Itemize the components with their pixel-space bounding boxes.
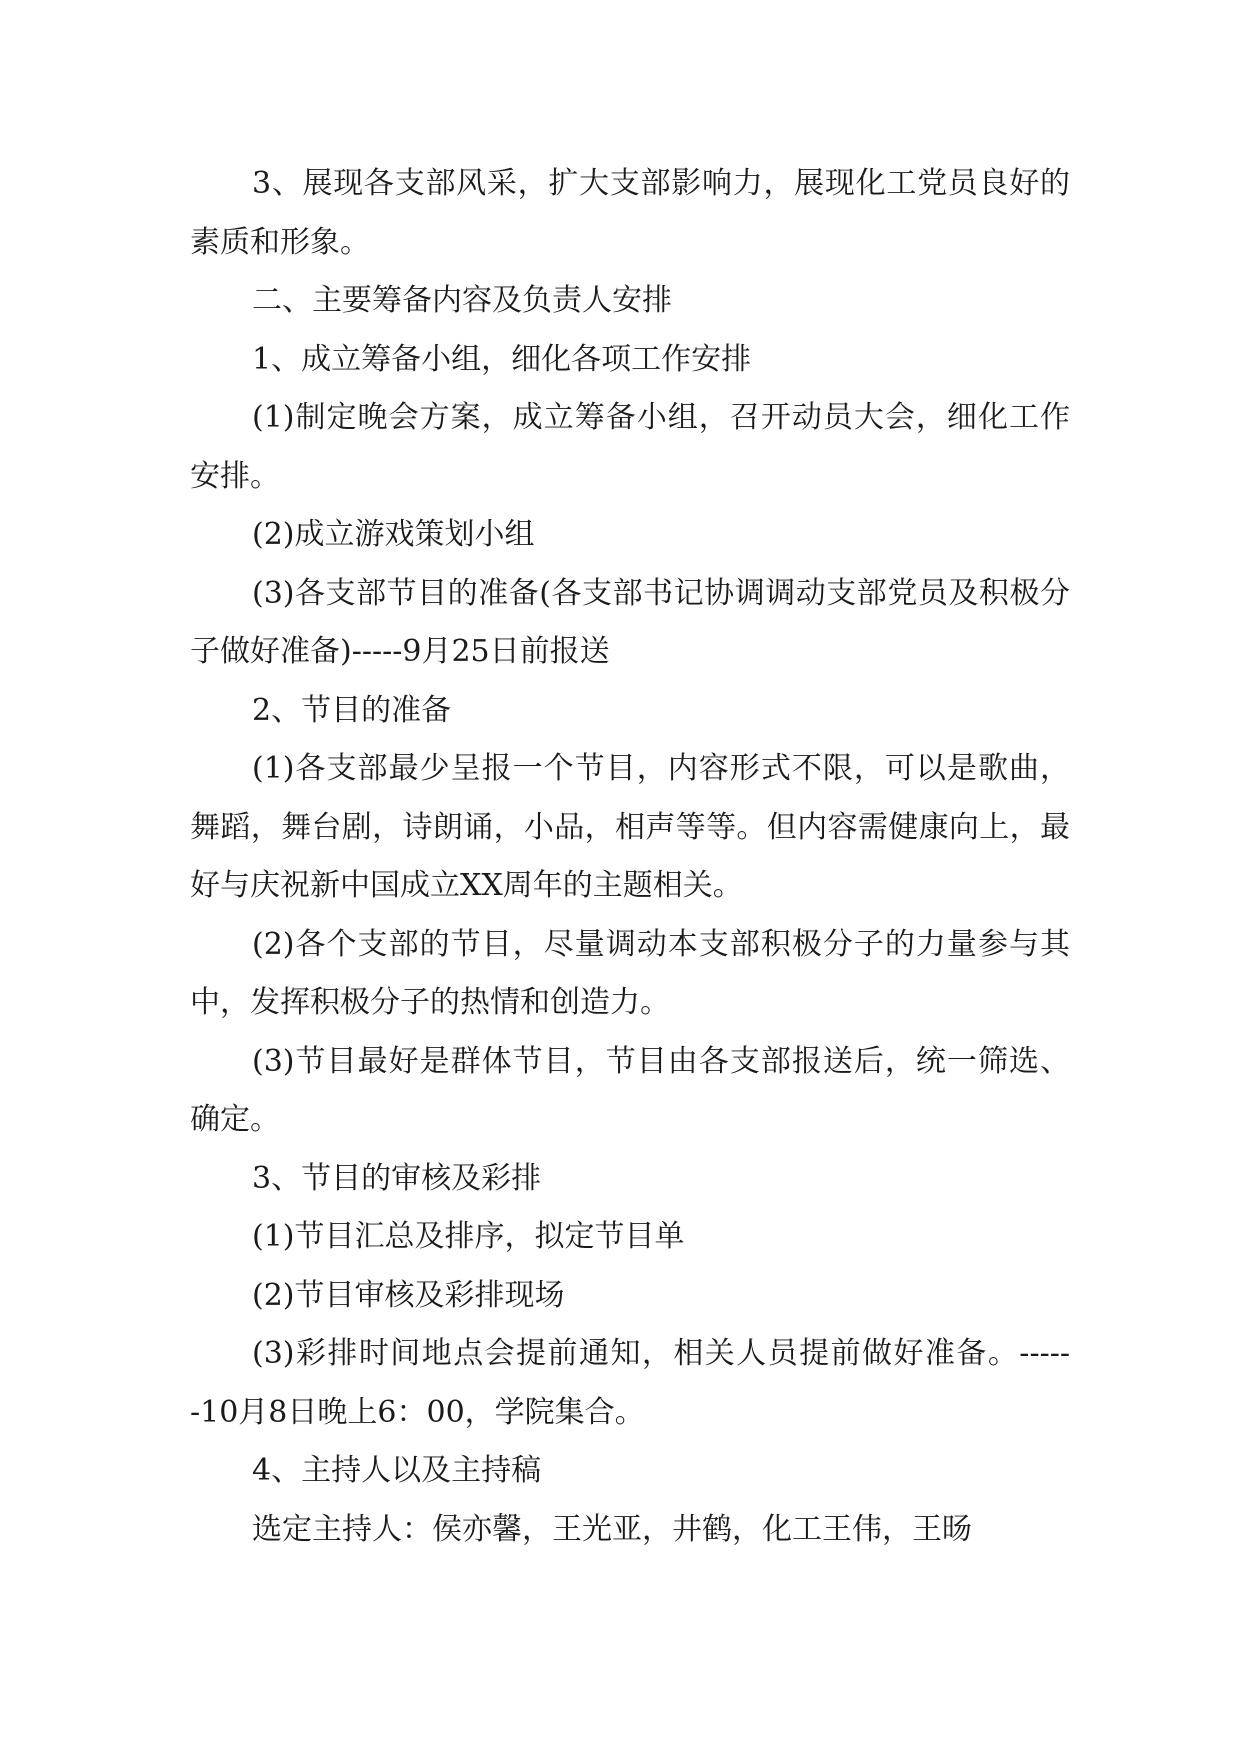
list-item-2-2: (2)各个支部的节目，尽量调动本支部积极分子的力量参与其中，发挥积极分子的热情和创造力。 xyxy=(190,926,1070,1020)
subheading-1: 1、成立筹备小组，细化各项工作安排 xyxy=(252,341,752,377)
paragraph-goal-3: 3、展现各支部风采，扩大支部影响力，展现化工党员良好的素质和形象。 xyxy=(190,166,1070,260)
list-item-2-3: (3)节目最好是群体节目，节目由各支部报送后，统一筛选、确定。 xyxy=(190,1043,1070,1137)
list-item-1-1: (1)制定晚会方案，成立筹备小组，召开动员大会，细化工作安排。 xyxy=(190,400,1070,494)
subheading-4: 4、主持人以及主持稿 xyxy=(252,1453,542,1488)
list-item-2-1: (1)各支部最少呈报一个节目，内容形式不限，可以是歌曲，舞蹈，舞台剧，诗朗诵，小品，相声等等。但内容需健康向上，最好与庆祝新中国成立XX周年的主题相关。 xyxy=(190,751,1070,903)
section-heading-2: 二、主要筹备内容及负责人安排 xyxy=(252,283,672,318)
list-item-3-3: (3)彩排时间地点会提前通知，相关人员提前做好准备。------10月8日晚上6：00，学院集合。 xyxy=(190,1336,1070,1430)
list-item-1-2: (2)成立游戏策划小组 xyxy=(252,517,535,552)
document-body xyxy=(190,155,1070,1559)
list-item-1-3: (3)各支部节目的准备(各支部书记协调调动支部党员及积极分子做好准备)-----9月25日前报送 xyxy=(190,575,1070,669)
list-item-3-2: (2)节目审核及彩排现场 xyxy=(252,1277,565,1313)
subheading-3: 3、节目的审核及彩排 xyxy=(252,1160,542,1196)
subheading-2: 2、节目的准备 xyxy=(252,692,452,728)
list-item-3-1: (1)节目汇总及排序，拟定节目单 xyxy=(252,1219,685,1254)
host-list: 选定主持人：侯亦馨，王光亚，井鹤，化工王伟，王旸 xyxy=(252,1511,972,1547)
